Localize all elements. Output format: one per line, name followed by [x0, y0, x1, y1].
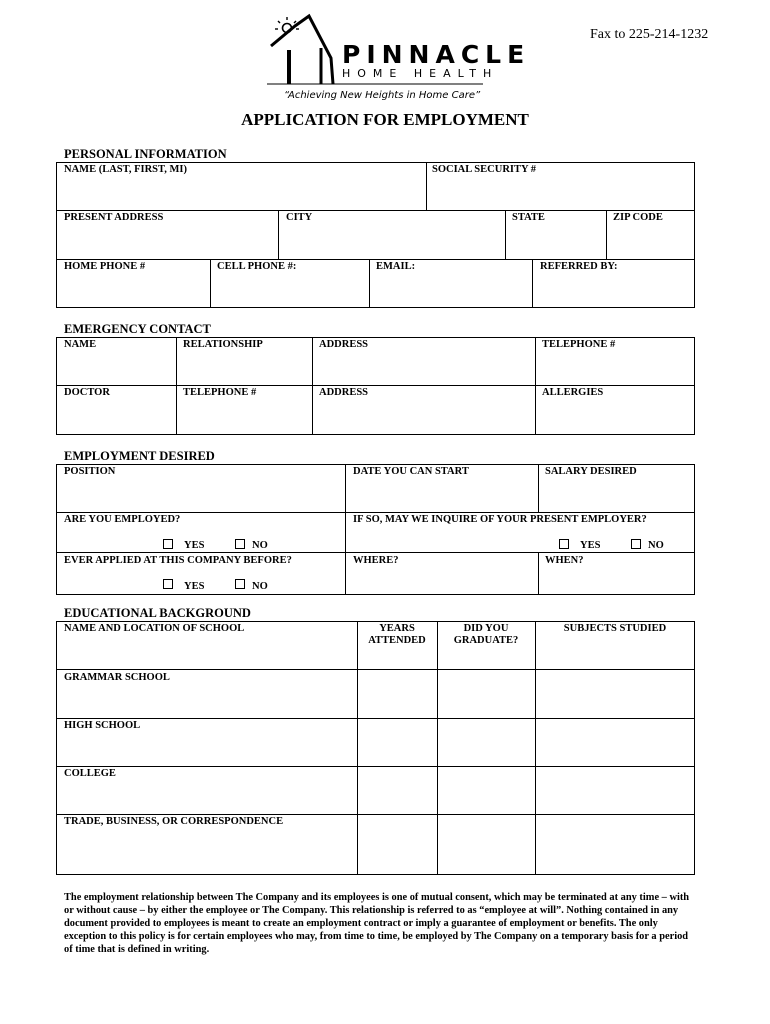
fax-number: Fax to 225-214-1232 [590, 27, 709, 42]
personal-info-table [56, 162, 695, 308]
city-field[interactable]: CITY [286, 212, 313, 223]
employed-no-checkbox[interactable] [235, 539, 245, 549]
at-will-disclaimer: The employment relationship between The Company and its employees is one of mutual consent, which may be terminated at any time – with or without cause – by either the employee or The Company. This relationship is referred to as “employee at will”. Nothing contained in any document provided to employees is meant to create an employment contract or imply a guarantee of employment or benefits. The only exception to this policy is for certain employees who may, from time to time, be employed by The Company on a temporary basis for a period of time that is defined in writing. [64, 892, 690, 955]
grammar-school-field[interactable]: GRAMMAR SCHOOL [64, 672, 170, 683]
zip-field[interactable]: ZIP CODE [613, 212, 663, 223]
applied-yes-checkbox[interactable] [163, 579, 173, 589]
years-header-1: YEARS [379, 623, 415, 634]
years-header-2: ATTENDED [368, 635, 426, 646]
graduate-header-2: GRADUATE? [453, 635, 519, 646]
section-personal-heading: PERSONAL INFORMATION [64, 147, 227, 161]
cell-phone-field[interactable]: CELL PHONE #: [217, 261, 297, 272]
employment-desired-table [56, 464, 695, 595]
emergency-telephone-field[interactable]: TELEPHONE # [542, 339, 616, 350]
applied-no-checkbox[interactable] [235, 579, 245, 589]
section-education-heading: EDUCATIONAL BACKGROUND [64, 606, 251, 620]
emergency-contact-table [56, 337, 695, 435]
allergies-field[interactable]: ALLERGIES [542, 387, 604, 398]
inquire-no-checkbox[interactable] [631, 539, 641, 549]
high-school-field[interactable]: HIGH SCHOOL [64, 720, 141, 731]
state-field[interactable]: STATE [512, 212, 545, 223]
home-phone-field[interactable]: HOME PHONE # [64, 261, 146, 272]
tagline: “Achieving New Heights in Home Care” [284, 90, 481, 101]
emergency-name-field[interactable]: NAME [64, 339, 97, 350]
where-field[interactable]: WHERE? [353, 555, 399, 566]
section-emergency-heading: EMERGENCY CONTACT [64, 322, 211, 336]
brand-subtitle: HOME HEALTH [342, 67, 499, 80]
applied-before-label: EVER APPLIED AT THIS COMPANY BEFORE? [64, 555, 292, 566]
subjects-header: SUBJECTS STUDIED [563, 623, 667, 634]
relationship-field[interactable]: RELATIONSHIP [183, 339, 263, 350]
emergency-address-field[interactable]: ADDRESS [319, 339, 369, 350]
graduate-header-1: DID YOU [463, 623, 509, 634]
page-title: APPLICATION FOR EMPLOYMENT [241, 110, 529, 129]
employed-no-label: NO [252, 540, 268, 551]
inquire-no-label: NO [648, 540, 664, 551]
inquire-yes-label: YES [580, 540, 601, 551]
brand-name: PINNACLE [342, 40, 531, 69]
trade-school-field[interactable]: TRADE, BUSINESS, OR CORRESPONDENCE [64, 816, 284, 827]
email-field[interactable]: EMAIL: [376, 261, 416, 272]
doctor-field[interactable]: DOCTOR [64, 387, 110, 398]
position-field[interactable]: POSITION [64, 466, 116, 477]
school-header: NAME AND LOCATION OF SCHOOL [64, 623, 245, 634]
education-table [56, 621, 695, 875]
college-field[interactable]: COLLEGE [64, 768, 116, 779]
ssn-field[interactable]: SOCIAL SECURITY # [432, 164, 537, 175]
start-date-field[interactable]: DATE YOU CAN START [353, 466, 469, 477]
are-you-employed-label: ARE YOU EMPLOYED? [64, 514, 181, 525]
referred-by-field[interactable]: REFERRED BY: [540, 261, 618, 272]
when-field[interactable]: WHEN? [545, 555, 584, 566]
section-employment-heading: EMPLOYMENT DESIRED [64, 449, 215, 463]
applied-no-label: NO [252, 581, 268, 592]
doctor-telephone-field[interactable]: TELEPHONE # [183, 387, 257, 398]
inquire-yes-checkbox[interactable] [559, 539, 569, 549]
employed-yes-label: YES [184, 540, 205, 551]
employed-yes-checkbox[interactable] [163, 539, 173, 549]
address-field[interactable]: PRESENT ADDRESS [64, 212, 164, 223]
doctor-address-field[interactable]: ADDRESS [319, 387, 369, 398]
name-field[interactable]: NAME (LAST, FIRST, MI) [64, 164, 187, 175]
inquire-employer-label: IF SO, MAY WE INQUIRE OF YOUR PRESENT EMPLOYER? [353, 514, 647, 525]
applied-yes-label: YES [184, 581, 205, 592]
salary-field[interactable]: SALARY DESIRED [545, 466, 637, 477]
